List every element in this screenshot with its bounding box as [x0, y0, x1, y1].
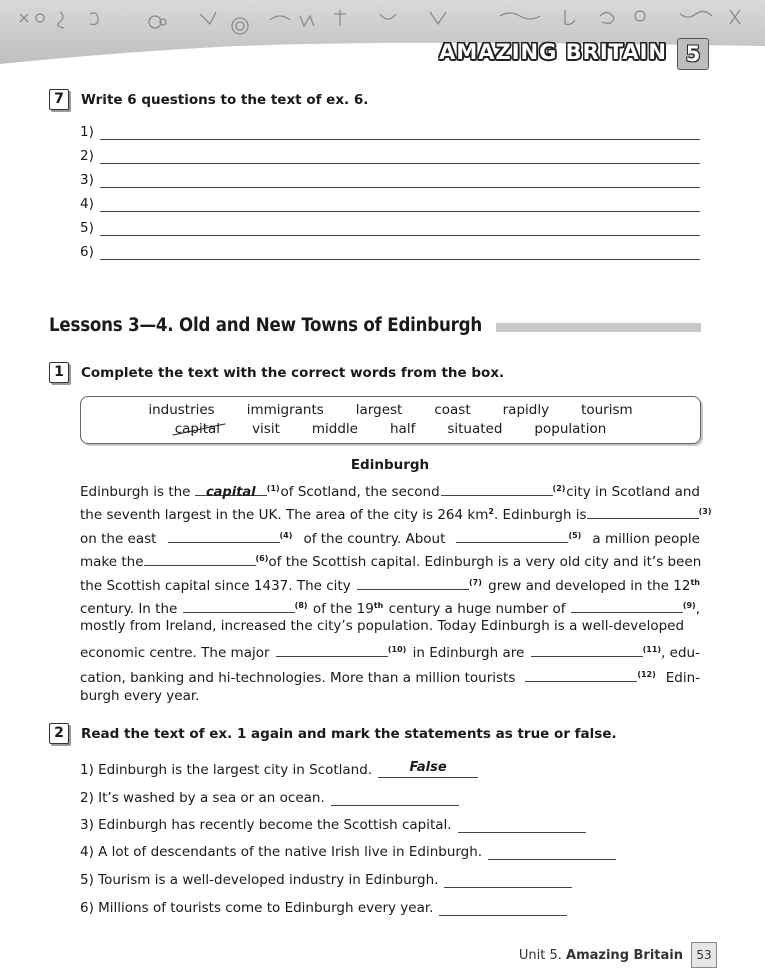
- word-option: immigrants: [246, 402, 324, 418]
- line-number: 2): [80, 148, 94, 164]
- statement-6: [80, 898, 567, 916]
- gap-9[interactable]: [571, 598, 683, 613]
- text-fragment: the Scottish capital since 1437. The city: [80, 577, 351, 594]
- text-fragment: a million people: [592, 530, 700, 547]
- text-fragment: , edu-: [661, 645, 700, 662]
- answer-line[interactable]: [100, 221, 700, 236]
- text-fragment: century. In the: [80, 600, 178, 617]
- text-line: [80, 617, 700, 637]
- gap-marker: (5): [568, 530, 582, 540]
- text-line: [80, 571, 700, 594]
- text-line: [80, 524, 700, 547]
- word-option: coast: [434, 402, 471, 418]
- text-fragment: of the Scottish capital. Edinburgh is a very old city and it’s been: [268, 554, 702, 571]
- gap-11[interactable]: [531, 642, 643, 657]
- text-line: [80, 663, 700, 686]
- exercise-instruction: Complete the text with the correct words from the box.: [81, 364, 505, 381]
- text-fragment: the seventh largest in the UK. The area of the city is 264 km: [80, 507, 489, 524]
- unit-number-badge: 5: [677, 38, 709, 70]
- superscript: th: [690, 577, 700, 587]
- gap-marker: (4): [279, 530, 293, 540]
- text-fragment: Edin-: [665, 670, 700, 687]
- page-footer: [519, 942, 717, 968]
- text-fragment: of the country. About: [303, 530, 446, 547]
- text-line: [80, 594, 700, 617]
- statement-2: [80, 788, 459, 806]
- line-number: 4): [80, 196, 94, 212]
- text-fragment: ,: [695, 600, 700, 617]
- text-fragment: make the: [80, 554, 144, 571]
- text-line: [80, 477, 700, 500]
- question-line-4[interactable]: [80, 194, 700, 212]
- text-fragment: of Scotland, the second: [280, 484, 440, 500]
- exercise-instruction: Read the text of ex. 1 again and mark the statements as true or false.: [81, 725, 617, 742]
- word-option: industries: [148, 402, 215, 418]
- gap-1-filled[interactable]: capital: [195, 481, 267, 496]
- statement-1: [80, 760, 478, 778]
- gap-2[interactable]: [441, 481, 553, 496]
- gap-10[interactable]: [276, 642, 388, 657]
- gap-8[interactable]: [183, 598, 295, 613]
- word-option: tourism: [581, 402, 633, 418]
- superscript: 2: [488, 507, 494, 517]
- statement-text: 6) Millions of tourists come to Edinburgh every year.: [80, 900, 434, 916]
- text-fragment: mostly from Ireland, increased the city’s population. Today Edinburgh is a well-developed: [80, 618, 685, 635]
- exercise-instruction: Write 6 questions to the text of ex. 6.: [81, 91, 369, 108]
- statement-answer[interactable]: False: [378, 760, 478, 778]
- statement-4: [80, 842, 616, 860]
- exercise-number: 7: [49, 89, 69, 110]
- statement-text: 2) It’s washed by a sea or an ocean.: [80, 790, 325, 806]
- statement-3: [80, 815, 586, 833]
- page-number: 53: [691, 942, 717, 968]
- gap-marker: (6): [255, 554, 269, 564]
- question-line-5[interactable]: [80, 218, 700, 236]
- statement-text: 4) A lot of descendants of the native Irish live in Edinburgh.: [80, 844, 483, 860]
- text-title: Edinburgh: [350, 457, 430, 473]
- text-line: [80, 500, 712, 524]
- word-option: population: [534, 421, 607, 437]
- statement-text: 3) Edinburgh has recently become the Scottish capital.: [80, 817, 452, 833]
- text-line: [80, 547, 700, 570]
- answer-line[interactable]: [100, 245, 700, 260]
- word-option: half: [390, 421, 416, 437]
- line-number: 3): [80, 172, 94, 188]
- gap-marker: (9): [682, 600, 696, 610]
- exercise-number: 1: [49, 362, 69, 383]
- statement-answer[interactable]: [488, 842, 616, 860]
- text-fragment: century a huge number of: [388, 600, 566, 617]
- question-line-6[interactable]: [80, 242, 700, 260]
- question-line-3[interactable]: [80, 170, 700, 188]
- statement-answer[interactable]: [439, 898, 567, 916]
- statement-5: [80, 870, 572, 888]
- statement-text: 5) Tourism is a well-developed industry in Edinburgh.: [80, 872, 439, 888]
- text-fragment: Edinburgh is the: [80, 484, 191, 500]
- word-box-row-1: [81, 402, 700, 418]
- exercise-7-header: [49, 89, 368, 110]
- gap-4[interactable]: [168, 528, 280, 543]
- word-option: middle: [311, 421, 358, 437]
- gap-marker: (10): [387, 645, 407, 655]
- line-number: 5): [80, 220, 94, 236]
- gap-marker: (12): [637, 670, 656, 680]
- gap-marker: (2): [552, 484, 566, 493]
- exercise-number: 2: [49, 723, 69, 744]
- statement-answer[interactable]: [444, 870, 572, 888]
- footer-unit-name: Amazing Britain: [566, 947, 683, 963]
- line-number: 1): [80, 124, 94, 140]
- text-line: [80, 637, 700, 663]
- word-option: situated: [447, 421, 503, 437]
- gap-marker: (7): [468, 577, 482, 587]
- question-line-2[interactable]: [80, 146, 700, 164]
- gap-7[interactable]: [357, 575, 469, 590]
- gap-12[interactable]: [525, 667, 637, 682]
- text-fragment: . Edinburgh is: [493, 507, 587, 524]
- unit-title: AMAZING BRITAIN: [439, 40, 667, 64]
- text-fragment: cation, banking and hi-technologies. More than a million tourists: [80, 670, 516, 687]
- word-box-row-2: [81, 421, 700, 437]
- statement-answer[interactable]: [331, 788, 459, 806]
- gap-marker: (3): [698, 507, 712, 517]
- statement-answer[interactable]: [458, 815, 586, 833]
- exercise-2-header: [49, 723, 617, 744]
- answer-line[interactable]: [100, 125, 700, 140]
- statement-text: 1) Edinburgh is the largest city in Scotland.: [80, 762, 373, 778]
- exercise-1-header: [49, 362, 504, 383]
- text-fragment: grew and developed in the 12: [488, 577, 691, 594]
- answer-line[interactable]: [100, 149, 700, 164]
- text-fragment: city in Scotland and: [566, 484, 700, 500]
- word-option: visit: [252, 421, 280, 437]
- word-box: [80, 396, 701, 444]
- word-option: largest: [355, 402, 403, 418]
- header-banner: [0, 0, 765, 76]
- text-fragment: of the 19: [312, 600, 374, 617]
- footer-unit-label: Unit 5.: [518, 947, 562, 963]
- lesson-title-bar: [496, 323, 701, 332]
- text-fragment: in Edinburgh are: [412, 645, 525, 662]
- gap-6[interactable]: [144, 551, 256, 566]
- gap-marker: (11): [642, 645, 662, 655]
- text-fragment: burgh every year.: [80, 687, 200, 704]
- gap-3[interactable]: [587, 504, 699, 519]
- answer-line[interactable]: [100, 173, 700, 188]
- superscript: th: [373, 600, 384, 610]
- gap-marker: (8): [294, 600, 308, 610]
- text-fragment: economic centre. The major: [80, 645, 270, 662]
- gap-fill-text: [80, 477, 712, 705]
- word-option-crossed-out: capital: [174, 421, 221, 437]
- gap-5[interactable]: [456, 528, 568, 543]
- line-number: 6): [80, 244, 94, 260]
- gap-marker: (1): [266, 484, 280, 493]
- text-fragment: on the east: [80, 530, 157, 547]
- lesson-title: Lessons 3—4. Old and New Towns of Edinburgh: [49, 315, 483, 336]
- answer-line[interactable]: [100, 197, 700, 212]
- word-option: rapidly: [502, 402, 550, 418]
- question-line-1[interactable]: [80, 122, 700, 140]
